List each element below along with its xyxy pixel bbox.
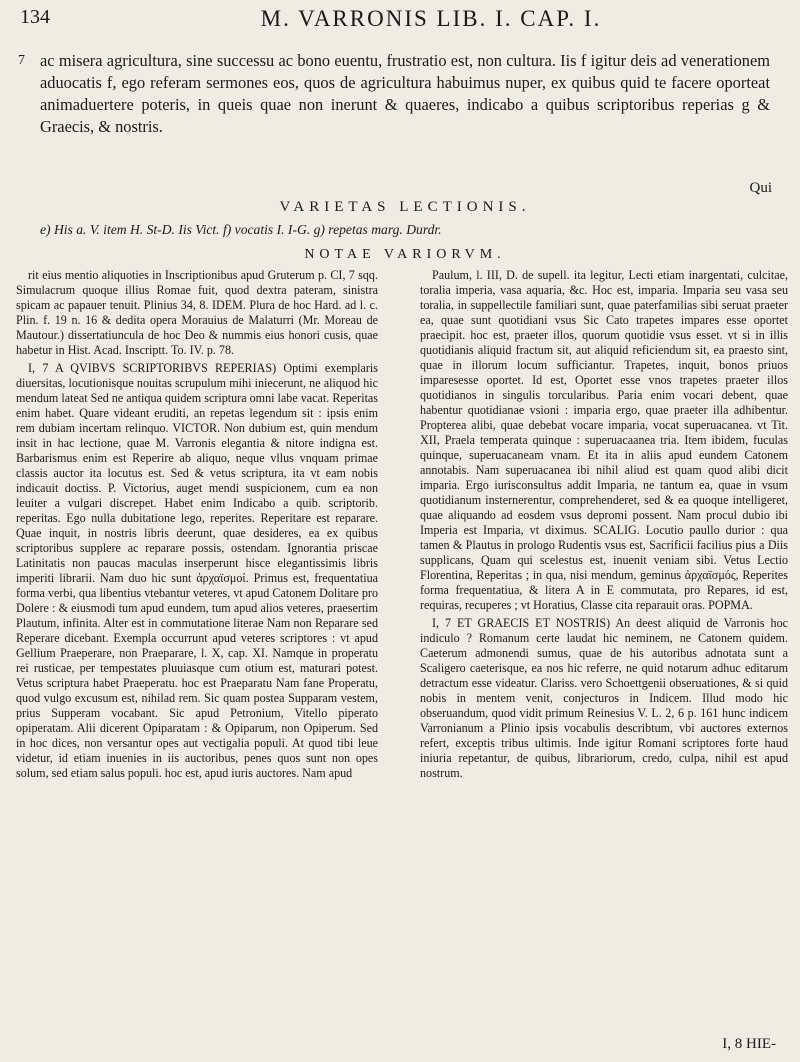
- variae-lectiones-text: e) His a. V. item H. St-D. Iis Vict. f) vocatis I. I-G. g) repetas marg. Durdr.: [40, 222, 442, 237]
- note-paragraph: I, 7 A QVIBVS SCRIPTORIBVS REPERIAS) Optimi exemplaris diuersitas, locutionisque nouitas scrupulum mihi iniecerunt, ne aliquod hic mendum lateat Sed ne antiqua quidem scriptura omni labe vacat. Reperitas enim habet. Quare videant eruditi, an repetas legendum sit : ipsis enim rem dubiam incertam relinquo. VICTOR. Non dubium est, quin mendum insit in hac lectione, quae M. Varronis elegantia & nitore indigna est. Barbarismus enim est Reperire ab aliquo, neque vllus vnquam primae classis auctor ita locutus est. Sed & vetus scriptura, ita vt eam nobis indicauit doctiss. P. Victorius, auget mendi suspicionem, cum ea non leuiter a vulgari discrepet. Habet enim Indicabo a quib. scriptorib. reperitas. Ego nulla dubitatione lego, reperites. Reperitare est reparare. Quae inquit, in nostris libris deerunt, quae desideres, ea ex quibus scriptoribus supplere ac reparare possis, ostendam. Ignorantia priscae Latinitatis non paucas maculas inserperunt hisce elegantissimis libris imperiti librarii. Nam duo hic sunt ἀρχαϊσμοί. Primus est, frequentatiua forma verbi, qua libentius vtebantur veteres, vt apud Catonem Dolitare pro Dolere : & eiusmodi tum apud eundem, tum apud alios veteres, praesertim Plautum, infinita. Alter est in commutatione literae Nam non Reparare sed Reperare dicebant. Exempla occurrunt apud veteres scriptores : vt apud Gellium Praeperare, non Praeparare, l. X, cap. XI. Namque in properatu rei rusticae, per tempestates pluuiasque cum otium est, maturari potest. Vetus scriptura habet Praeperatu. hoc est Praeparatu Nam fane Properatu, quod vulgo excusum est, nihilad rem. Sic quam postea Supparam vestem, prius Supperam vocabant. Sic apud Petronium, Vitello piperato opiperatam. Alii dicerent Opiparatam : & Opiparum, non Opiperum. Sed in hoc dices, non versantur opes aut vectigalia populi. At quod tibi leue videtur, id etiam inuenies in iis auctoribus, penes quos sunt non opes solum, sed etiam salus populi. hoc est, apud iuris auctores. Nam apud: [16, 361, 378, 780]
- notes-right-column: [420, 268, 788, 784]
- page-number: 134: [20, 6, 50, 28]
- running-head: M. VARRONIS LIB. I. CAP. I.: [260, 6, 602, 31]
- line-marker: 7: [18, 53, 25, 68]
- bottom-catchword: I, 8 HIE-: [722, 1036, 776, 1052]
- main-text: [18, 50, 770, 138]
- catchword: Qui: [749, 180, 772, 196]
- page-header: [20, 6, 780, 32]
- note-paragraph: Paulum, l. III, D. de supell. ita legitur, Lecti etiam inargentati, culcitae, toralia imperia, vasa aquaria, &c. Hoc est, imparia. Imparia seu vasa seu toralia, in suppellectile familiari sunt, quae paterfamilias sibi seruat praeter ea, quae sunt quotidiani vsus Sic Cato trapetes impares esse oportet praecipit. hoc est, praeter illos, quorum quotidie vsus esset. vt si in illis quotidianis aliquid fractum sit, aut aliquid reficiendum sit, ea praesto sint, quae in illorum locum sufficiantur. Trapetes, inquit, bonos priuos imparesesse oportet. Id est, Oportet esse vnos trapetes praeter illos quotidianos in singulis torcularibus. Paria enim vocari debent, quae habentur quotidianae vsioni : imparia ergo, quae praeter illa adhibentur. Propterea alibi, quae debebat vocare imparia, vocat superuacanea. vt Tit. XII, Praela temperata quinque : superuacaanea tria. Item ibidem, fuculas quinque, superuacaneam vnam. Et ita in aliis apud eundem Catonem annotabis. Nam superuacanea ibi nihil aliud est quam quod alibi dicit imparia. Ergo iurisconsultus addit Imparia, ne tantum ea, quae in vsum quotidianum insternerentur, comprehenderet, sed & ea quoque intelligeret, quae aliquando ad eosdem vsus depromi possent. Nam procul dubio ibi Imperia est Imparia, vt diximus. SCALIG. Locutio paullo durior : qua tamen & Plautus in prologo Rudentis vsus est, Sacrificii facilius pius a Diis supplicans, Quam qui scelestus est, inuenit veniam sibi. Vetus Lectio Florentina, Reperitas ; in qua, nisi mendum, geminus ἀρχαϊσμός, Reperites forma frequentatiua, & litera A in E commutata, pro Repares, id est, requiras, recuperes ; vt Horatius, Classe cita reparauit oras. POPMA.: [420, 268, 788, 612]
- main-text-body: ac misera agricultura, sine successu ac bono euentu, frustratio est, non cultura. Iis f igitur deis ad venerationem aduocatis f, ego referam sermones eos, quos de agricultura habuimus nuper, ex quibus quid te facere oporteat animaduertere poteris, in queis quae non inerunt & quaeres, indicabo a quibus scriptoribus reperias g & Graecis, & nostris.: [40, 51, 770, 136]
- note-paragraph: I, 7 ET GRAECIS ET NOSTRIS) An deest aliquid de Varronis hoc indiculo ? Romanum certe laudat hic neminem, ne Catonem quidem. Caeterum admonendi sumus, quae de his autoribus adnotata sunt a Scaligero caeterisque, ea nos hic referre, ne quid notarum adhuc editarum detractum esse videatur. Clariss. vero Schoettgenii obseruationes, & si quid nobis in mentem venit, conjecturos in Indicem. Illud modo hic obseruandum, quod vidit primum Reinesius V. L. 2, 6 p. 161 hunc indicem Varronianum a Plinio ipsis vocabulis describtum, vbi auctores externos refert, exceptis tribus ultimis. Inde igitur Romani scriptores forte haud iniuria repetantur, de quibus, librariorum, credo, culpa, nihil est apud nostrum.: [420, 616, 788, 780]
- notae-title: NOTAE VARIORVM.: [304, 247, 506, 262]
- notes-left-column: [16, 268, 378, 784]
- variae-lectiones-title: VARIETAS LECTIONIS.: [279, 199, 531, 215]
- note-paragraph: rit eius mentio aliquoties in Inscriptionibus apud Gruterum p. CI, 7 sqq. Simulacrum quoque illius Romae fuit, quod dextra pateram, sinistra spicam ac papauer tenuit. Plinius 34, 8. IDEM. Plura de hoc Hard. ad l. c. Plin. f. 19 n. 16 & dedita opera Morauius de Malaturri (Mr. Moreau de Mautour.) dissertatiuncula de hoc Deo & nummis eius honori cusis, quae habetur in Hist. Acad. Inscriptt. To. IV. p. 78.: [16, 268, 378, 357]
